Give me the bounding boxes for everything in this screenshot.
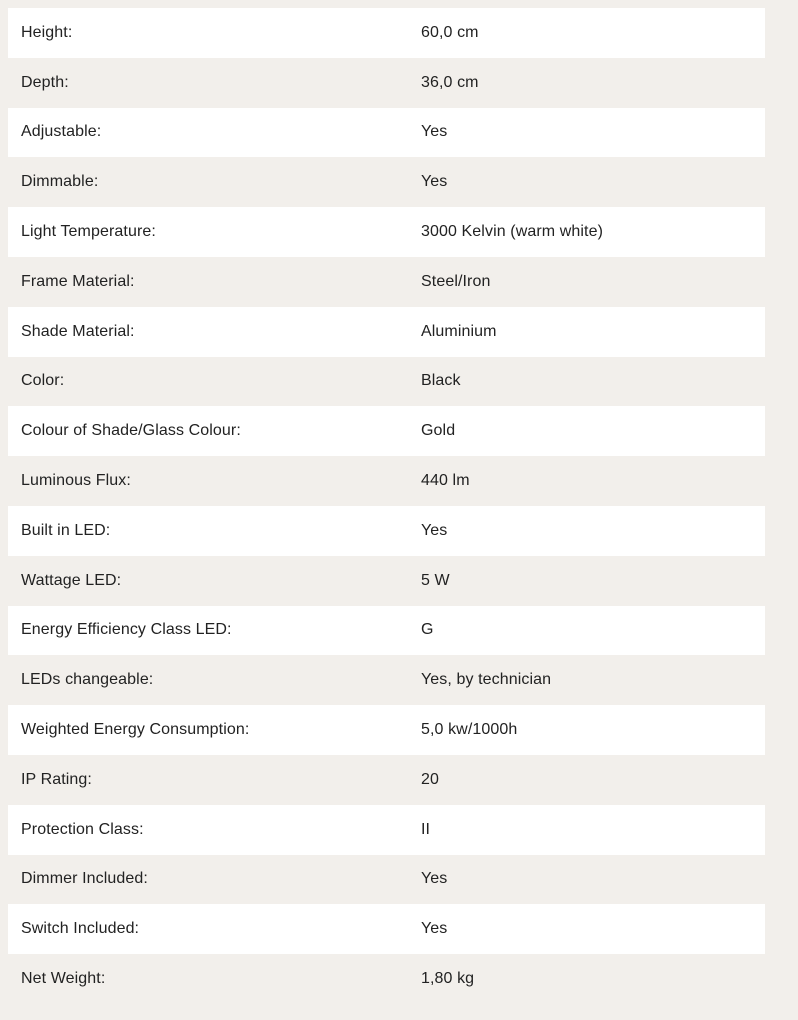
spec-value: 36,0 cm <box>421 73 479 91</box>
spec-row-energy-consumption <box>8 705 765 755</box>
spec-label: Dimmable: <box>21 173 99 191</box>
spec-row-shade-material <box>8 307 765 357</box>
spec-value: Aluminium <box>421 322 497 340</box>
spec-label: Net Weight: <box>21 970 106 988</box>
spec-row-dimmable <box>8 157 765 207</box>
spec-label: IP Rating: <box>21 770 92 788</box>
spec-value: Steel/Iron <box>421 272 491 290</box>
spec-row-shade-colour <box>8 406 765 456</box>
spec-row-luminous-flux <box>8 456 765 506</box>
spec-label: Adjustable: <box>21 123 102 141</box>
spec-row-color <box>8 357 765 407</box>
spec-value: II <box>421 820 431 838</box>
spec-row-net-weight <box>8 954 765 1004</box>
spec-label: LEDs changeable: <box>21 671 154 689</box>
spec-label: Frame Material: <box>21 272 135 290</box>
spec-label: Height: <box>21 23 73 41</box>
spec-value: Yes <box>421 920 448 938</box>
spec-value: 1,80 kg <box>421 970 475 988</box>
spec-row-adjustable <box>8 108 765 158</box>
spec-row-protection-class <box>8 805 765 855</box>
spec-value: Yes <box>421 173 448 191</box>
spec-row-switch-included <box>8 904 765 954</box>
spec-label: Depth: <box>21 73 69 91</box>
spec-label: Luminous Flux: <box>21 472 131 490</box>
spec-row-wattage-led <box>8 556 765 606</box>
spec-row-ip-rating <box>8 755 765 805</box>
spec-value: 5,0 kw/1000h <box>421 721 518 739</box>
spec-value: Yes <box>421 123 448 141</box>
spec-row-depth <box>8 58 765 108</box>
spec-value: 5 W <box>421 571 450 589</box>
spec-value: G <box>421 621 434 639</box>
spec-label: Weighted Energy Consumption: <box>21 721 250 739</box>
spec-row-built-in-led <box>8 506 765 556</box>
spec-value: Black <box>421 372 461 390</box>
spec-value: Gold <box>421 422 456 440</box>
spec-label: Built in LED: <box>21 521 111 539</box>
spec-value: Yes <box>421 521 448 539</box>
spec-label: Protection Class: <box>21 820 144 838</box>
spec-label: Energy Efficiency Class LED: <box>21 621 232 639</box>
spec-row-height <box>8 8 765 58</box>
spec-value: 60,0 cm <box>421 23 479 41</box>
spec-row-energy-class <box>8 606 765 656</box>
spec-value: 20 <box>421 770 439 788</box>
spec-row-leds-changeable <box>8 655 765 705</box>
spec-value: Yes, by technician <box>421 671 552 689</box>
spec-label: Light Temperature: <box>21 223 156 241</box>
spec-label: Colour of Shade/Glass Colour: <box>21 422 241 440</box>
spec-label: Dimmer Included: <box>21 870 148 888</box>
spec-label: Shade Material: <box>21 322 135 340</box>
spec-value: 440 lm <box>421 472 470 490</box>
product-spec-table <box>8 8 765 1004</box>
spec-row-light-temperature <box>8 207 765 257</box>
spec-value: Yes <box>421 870 448 888</box>
spec-label: Switch Included: <box>21 920 140 938</box>
spec-value: 3000 Kelvin (warm white) <box>421 223 604 241</box>
spec-row-frame-material <box>8 257 765 307</box>
spec-label: Wattage LED: <box>21 571 122 589</box>
spec-row-dimmer-included <box>8 855 765 905</box>
spec-label: Color: <box>21 372 65 390</box>
